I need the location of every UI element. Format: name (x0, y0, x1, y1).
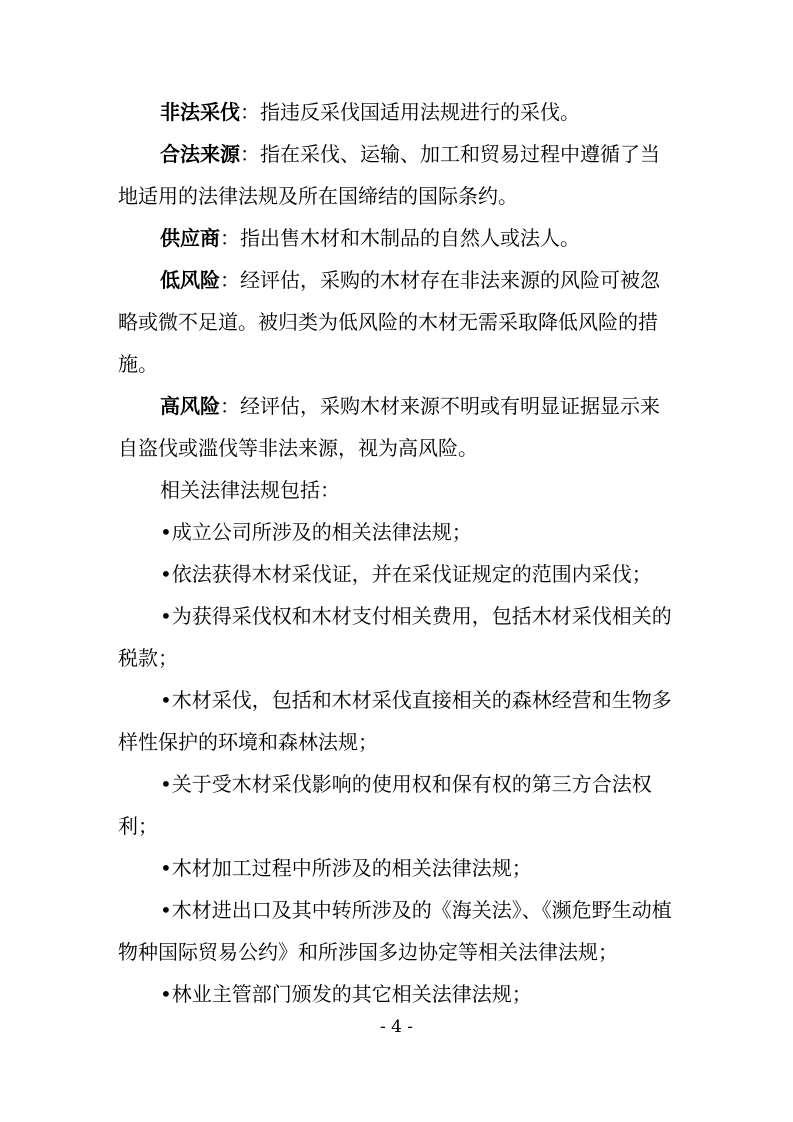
law-item: •林业主管部门颁发的其它相关法律法规； (160, 982, 532, 1006)
law-item: •木材加工过程中所涉及的相关法律法规； (160, 856, 532, 880)
definition-illegal-logging (118, 91, 673, 133)
law-item: •木材采伐，包括和木材采伐直接相关的森林经营和生物多样性保护的环境和森林法规； (118, 688, 672, 754)
law-item: •为获得采伐权和木材支付相关费用，包括木材采伐相关的税款； (118, 604, 672, 670)
definition-text: ：经评估，采购木材来源不明或有明显证据显示来自盗伐或滥伐等非法来源，视为高风险。 (118, 394, 660, 460)
definition-high-risk (118, 385, 673, 469)
document-body (118, 91, 673, 1015)
laws-intro: 相关法律法规包括： (160, 478, 340, 502)
definition-term: 非法采伐 (160, 100, 240, 124)
definition-term: 合法来源 (160, 142, 240, 166)
law-item: •关于受木材采伐影响的使用权和保有权的第三方合法权利； (118, 772, 652, 838)
law-item: •成立公司所涉及的相关法律法规； (160, 520, 472, 544)
definition-low-risk (118, 259, 673, 385)
definition-text: ：指在采伐、运输、加工和贸易过程中遵循了当地适用的法律法规及所在国缔结的国际条约。 (118, 142, 660, 208)
law-item: •木材进出口及其中转所涉及的《海关法》、《濒危野生动植物种国际贸易公约》和所涉国多边协定等相关法律法规； (118, 898, 672, 964)
page-number: - 4 - (379, 1017, 414, 1037)
definition-text: ：经评估，采购的木材存在非法来源的风险可被忽略或微不足道。被归类为低风险的木材无需采取降低风险的措施。 (118, 268, 660, 376)
definition-term: 低风险 (160, 268, 220, 292)
definition-term: 供应商 (160, 226, 220, 250)
definition-legal-source (118, 133, 673, 217)
law-item: •依法获得木材采伐证，并在采伐证规定的范围内采伐； (160, 562, 652, 586)
definition-text: ：指违反采伐国适用法规进行的采伐。 (240, 100, 580, 124)
definition-supplier (118, 217, 673, 259)
definition-text: ：指出售木材和木制品的自然人或法人。 (220, 226, 580, 250)
definition-term: 高风险 (160, 394, 220, 418)
